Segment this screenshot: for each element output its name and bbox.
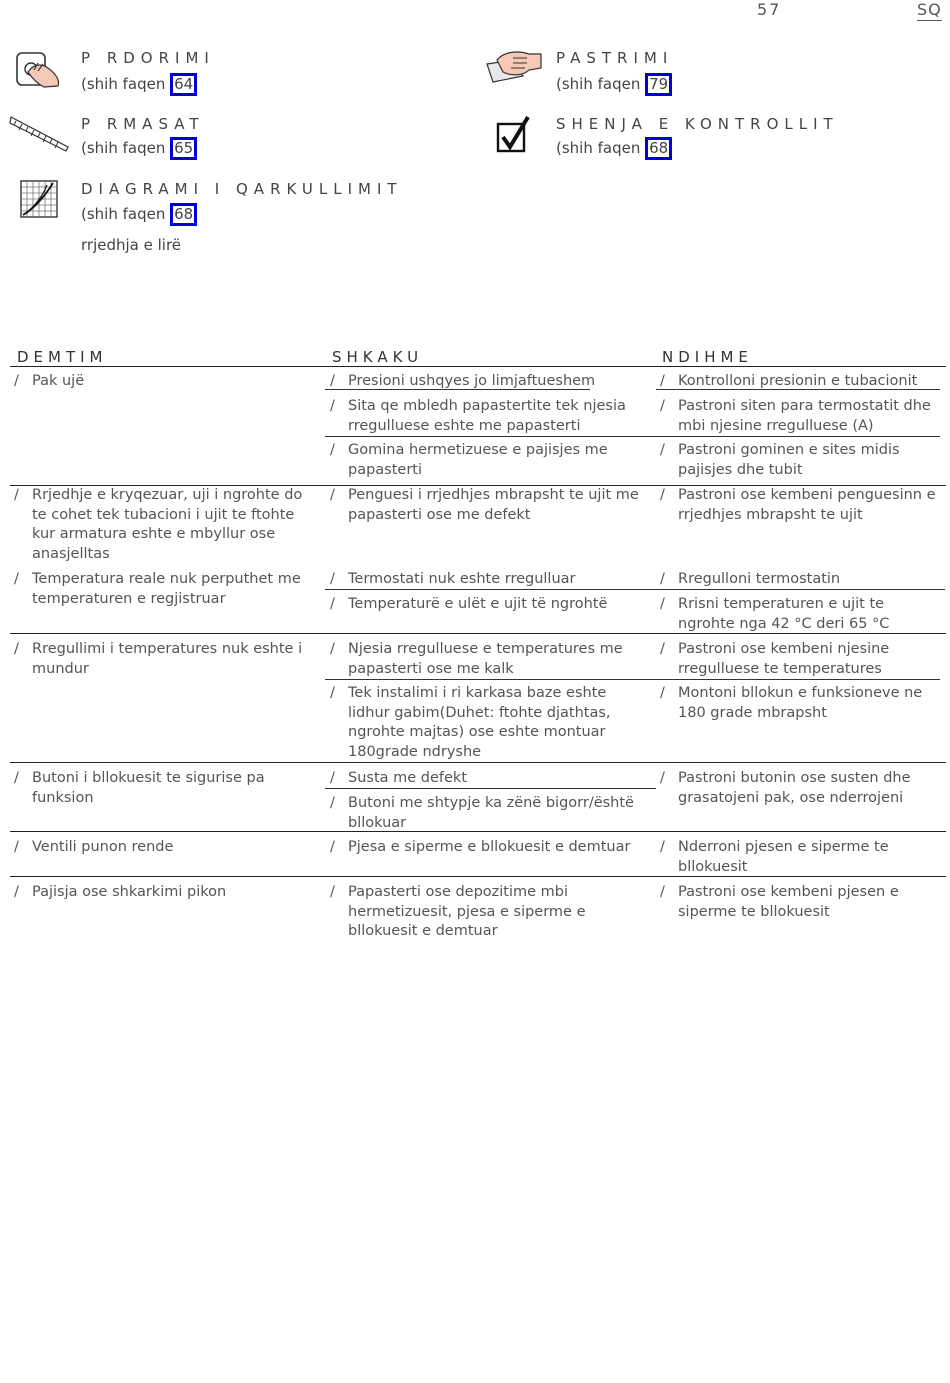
bullet-slash: / [660,596,665,612]
cause-cell [330,570,648,590]
help-cell-text: Pastroni butonin ose susten dhe grasatojeni pak, ose nderrojeni [678,770,911,806]
language-code: SQ [917,0,942,19]
cause-cell [330,397,648,436]
bullet-slash: / [14,487,19,503]
cause-cell [330,486,648,525]
help-cell-text: Rrisni temperaturen e ujit te ngrohte nga 42 °C deri 65 °C [678,596,890,632]
damage-cell [14,486,304,564]
help-cell-text: Pastroni ose kembeni pjesen e siperme te bllokuesit [678,884,899,920]
help-cell [660,486,942,525]
row-divider [10,762,946,763]
section-ref-dimensions: (shih faqen 65 [81,137,197,160]
help-cell-text: Kontrolloni presionin e tubacionit [678,373,918,389]
row-subdivider [325,679,656,680]
section-ref-cleaning: (shih faqen 79 [556,73,672,96]
bullet-slash: / [330,641,335,657]
bullet-slash: / [330,398,335,414]
cause-cell [330,441,648,480]
cause-cell-text: Papasterti ose depozitime mbi hermetizuesit, pjesa e siperme e bllokuesit e demtuar [348,884,586,939]
cause-cell-text: Termostati nuk eshte rregulluar [348,571,576,587]
page-link-control-mark[interactable]: 68 [645,137,672,160]
damage-cell [14,838,304,858]
damage-cell-text: Pajisja ose shkarkimi pikon [32,884,227,900]
bullet-slash: / [14,770,19,786]
help-cell [660,397,942,436]
damage-cell [14,769,304,808]
damage-cell [14,883,304,903]
cause-cell-text: Njesia rregulluese e temperatures me papasterti ose me kalk [348,641,623,677]
bullet-slash: / [14,373,19,389]
damage-cell-text: Temperatura reale nuk perputhet me temperaturen e regjistruar [32,571,301,607]
damage-cell-text: Butoni i bllokuesit te sigurise pa funksion [32,770,265,806]
bullet-slash: / [660,770,665,786]
row-subdivider [325,389,590,390]
checkmark-icon [495,113,531,155]
flow-diagram-icon [19,179,59,219]
page-number: 57 [757,0,782,19]
column-header-damage: DEMTIM [17,348,108,366]
row-subdivider [656,389,940,390]
bullet-slash: / [14,839,19,855]
section-ref-flow-diagram: (shih faqen 68 [81,203,197,226]
bullet-slash: / [330,795,335,811]
bullet-slash: / [14,641,19,657]
section-ref-usage: (shih faqen 64 [81,73,197,96]
bullet-slash: / [330,571,335,587]
bullet-slash: / [330,839,335,855]
hand-on-tap-icon [14,50,66,90]
bullet-slash: / [330,596,335,612]
help-cell-text: Pastroni siten para termostatit dhe mbi njesine rregulluese (A) [678,398,931,434]
row-subdivider [325,788,656,789]
cause-cell-text: Penguesi i rrjedhjes mbrapsht te ujit me papasterti ose me defekt [348,487,639,523]
cause-cell-text: Tek instalimi i ri karkasa baze eshte lidhur gabim(Duhet: ftohte djathtas, ngrohte majtas) ose eshte montuar 180grade ndryshe [348,685,611,760]
page-link-usage[interactable]: 64 [170,73,197,96]
section-title-flow-diagram: DIAGRAMI I QARKULLIMIT [81,180,403,198]
damage-cell-text: Pak ujë [32,373,85,389]
row-divider [10,876,946,877]
column-header-help: NDIHME [662,348,753,366]
cause-cell [330,595,648,615]
cause-cell [330,684,648,762]
help-cell [660,883,942,922]
help-cell-text: Montoni bllokun e funksioneve ne 180 grade mbrapsht [678,685,923,721]
bullet-slash: / [330,373,335,389]
help-cell [660,441,942,480]
bullet-slash: / [330,487,335,503]
row-divider [10,831,946,832]
bullet-slash: / [660,442,665,458]
row-subdivider [325,436,656,437]
cause-cell-text: Pjesa e siperme e bllokuesit e demtuar [348,839,631,855]
help-cell-text: Rregulloni termostatin [678,571,841,587]
section-title-usage: P RDORIMI [81,49,215,67]
bullet-slash: / [330,770,335,786]
ruler-icon [8,113,70,153]
help-cell [660,769,942,808]
damage-cell-text: Ventili punon rende [32,839,174,855]
row-subdivider [656,436,940,437]
bullet-slash: / [660,839,665,855]
bullet-slash: / [14,571,19,587]
damage-cell [14,570,304,609]
help-cell-text: Pastroni ose kembeni njesine rregulluese te temperatures [678,641,890,677]
cause-cell-text: Sita qe mbledh papastertite tek njesia rregulluese eshte me papasterti [348,398,626,434]
header-divider [10,366,946,367]
help-cell [660,595,942,634]
row-subdivider [325,589,656,590]
damage-cell [14,372,304,392]
help-cell [660,684,942,723]
damage-cell-text: Rregullimi i temperatures nuk eshte i mundur [32,641,303,677]
cleaning-hand-icon [483,46,545,90]
section-ref-control-mark: (shih faqen 68 [556,137,672,160]
section-title-control-mark: SHENJA E KONTROLLIT [556,115,839,133]
column-header-cause: SHKAKU [332,348,424,366]
bullet-slash: / [330,442,335,458]
cause-cell [330,794,648,833]
row-divider [10,633,946,634]
cause-cell [330,640,648,679]
help-cell-text: Pastroni ose kembeni penguesinn e rrjedhjes mbrapsht te ujit [678,487,936,523]
section-title-cleaning: PASTRIMI [556,49,674,67]
help-cell [660,838,942,877]
damage-cell-text: Rrjedhje e kryqezuar, uji i ngrohte do te cohet tek tubacioni i ujit te ftohte kur armatura eshte e mbyllur ose anasjelltas [32,487,303,562]
help-cell-text: Nderroni pjesen e siperme te bllokuesit [678,839,889,875]
bullet-slash: / [330,884,335,900]
help-cell [660,640,942,679]
cause-cell [330,838,648,858]
cause-cell-text: Presioni ushqyes jo limjaftueshem [348,373,596,389]
cause-cell-text: Gomina hermetizuese e pajisjes me papasterti [348,442,608,478]
row-subdivider [656,589,945,590]
page-link-cleaning[interactable]: 79 [645,73,672,96]
row-subdivider [656,679,940,680]
bullet-slash: / [330,685,335,701]
cause-cell-text: Butoni me shtypje ka zënë bigorr/është bllokuar [348,795,634,831]
bullet-slash: / [14,884,19,900]
section-title-dimensions: P RMASAT [81,115,205,133]
bullet-slash: / [660,398,665,414]
help-cell-text: Pastroni gominen e sites midis pajisjes dhe tubit [678,442,900,478]
cause-cell [330,769,648,789]
free-flow-note: rrjedhja e lirë [81,236,182,254]
page-link-dimensions[interactable]: 65 [170,137,197,160]
cause-cell-text: Temperaturë e ulët e ujit të ngrohtë [348,596,608,612]
bullet-slash: / [660,641,665,657]
cause-cell-text: Susta me defekt [348,770,468,786]
page-link-flow-diagram[interactable]: 68 [170,203,197,226]
bullet-slash: / [660,685,665,701]
row-divider [10,485,946,486]
bullet-slash: / [660,373,665,389]
bullet-slash: / [660,884,665,900]
help-cell [660,570,942,590]
bullet-slash: / [660,487,665,503]
damage-cell [14,640,304,679]
cause-cell [330,883,648,942]
bullet-slash: / [660,571,665,587]
